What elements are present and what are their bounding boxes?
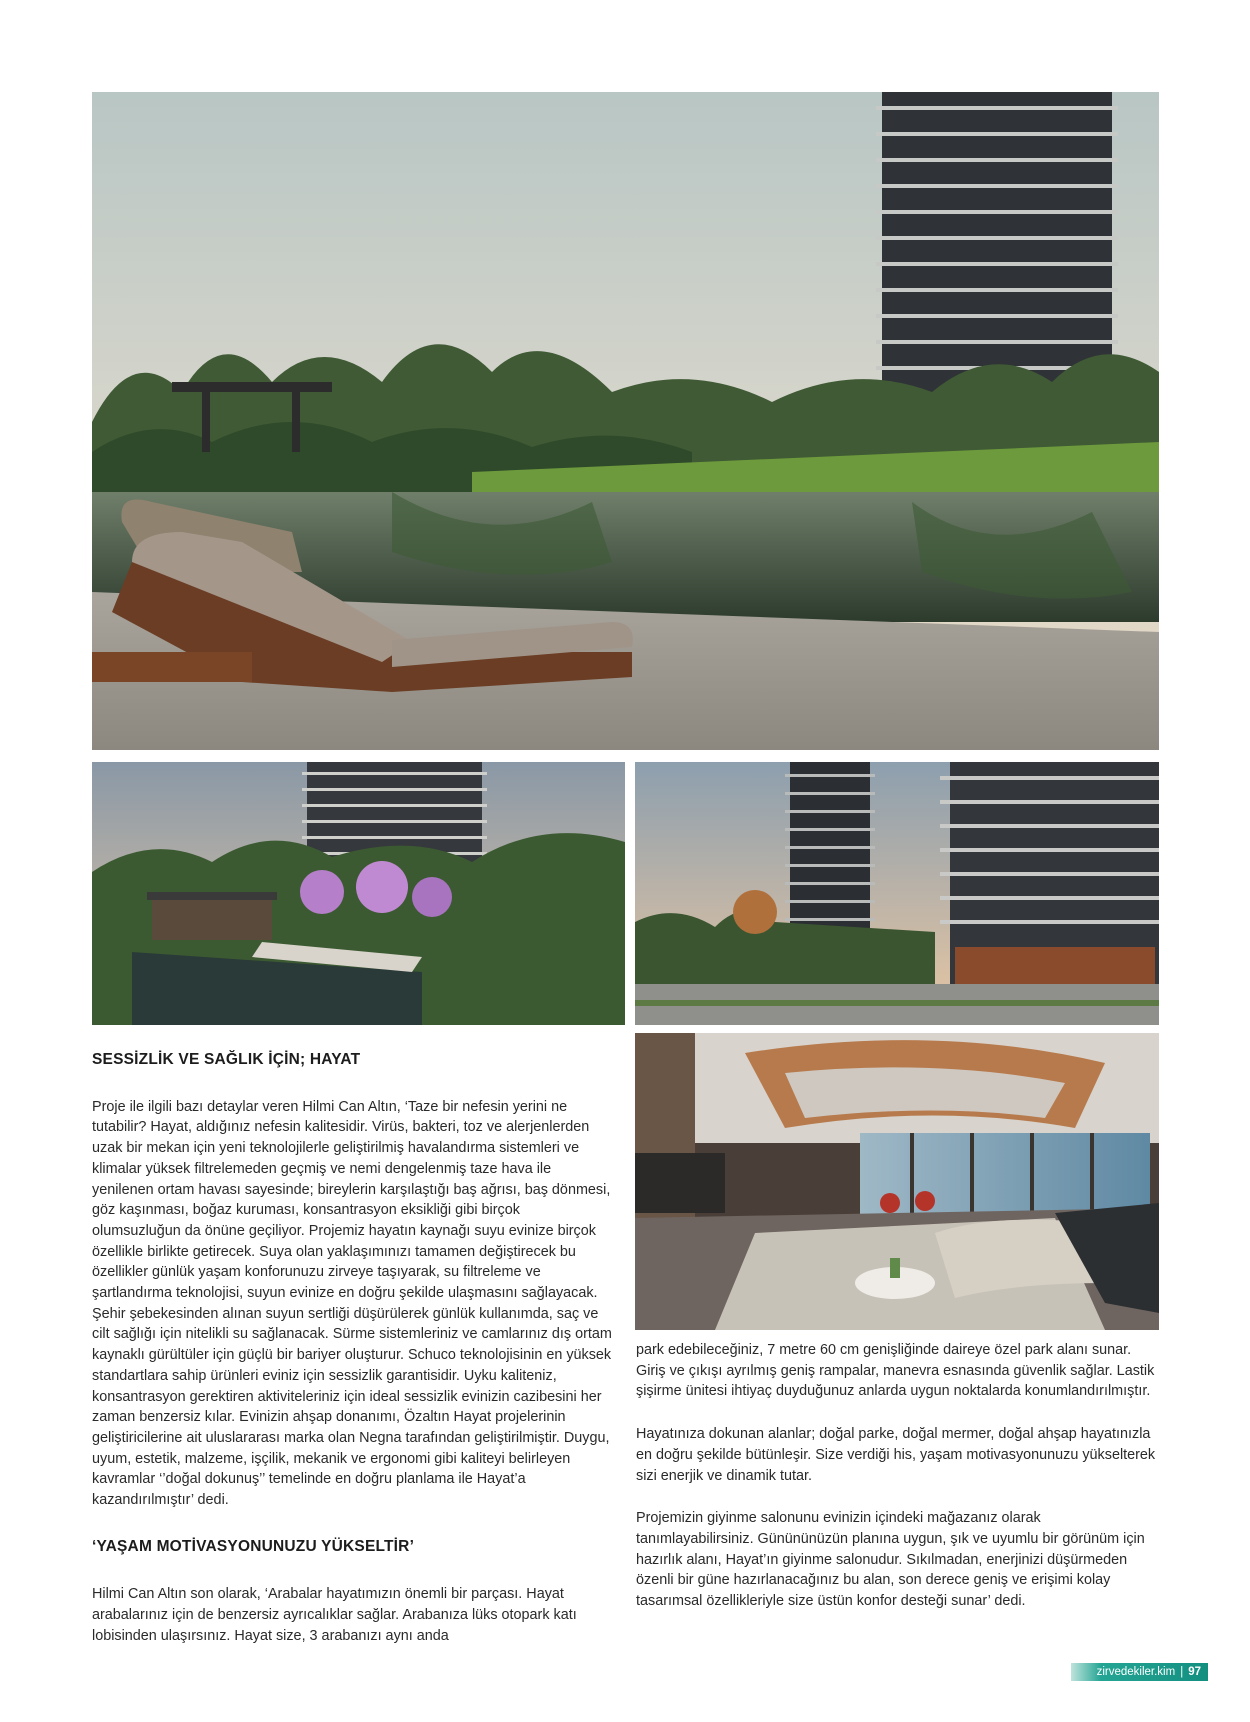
- section-heading-motivation: ‘YAŞAM MOTİVASYONUNUZU YÜKSELTİR’: [92, 1537, 415, 1555]
- page-footer: [1071, 1663, 1208, 1681]
- article-paragraph: Hilmi Can Altın son olarak, ‘Arabalar hayatımızın önemli bir parçası. Hayat arabalarınız için de benzersiz ayrıcalıklar sağlar. Arabanıza lüks otopark katı lobisinden ulaşırsınız. Hayat size, 3 arabanızı aynı anda: [92, 1586, 577, 1644]
- article-right-column: [636, 1340, 1158, 1634]
- garden-pavilion-photo: [92, 762, 625, 1025]
- page-number: 97: [1188, 1666, 1201, 1678]
- residential-towers-photo: [635, 762, 1159, 1025]
- footer-site-link[interactable]: zirvedekiler.kim: [1096, 1666, 1176, 1678]
- article-paragraph: park edebileceğiniz, 7 metre 60 cm genişliğinde daireye özel park alanı sunar. Giriş ve çıkışı ayrılmış geniş rampalar, manevra esnasında güvenlik sağlar. Lastik şişirme ünitesi ihtiyaç duyduğunuz anlarda uygun noktalarda konumlandırılmıştır.: [636, 1342, 1155, 1400]
- hero-pool-photo: [92, 92, 1159, 750]
- article-paragraph: Projemizin giyinme salonunu evinizin içindeki mağazanız olarak tanımlayabilirsiniz. Günününüzün planına uygun, şık ve uyumlu bir görünüm için hazırlık alanı, Hayat’ın giyinme salonudur. Sıkılmadan, enerjinizi düşürmeden özenli bir güne hazırlanacağınız bu alan, son derece geniş ve erişimi kolay tasarımsal özellikleriyle size üstün konfor desteği sunar’ dedi.: [636, 1510, 1145, 1610]
- article-left-column: [92, 1050, 612, 1647]
- living-room-interior-photo: [635, 1033, 1159, 1330]
- article-paragraph: Proje ile ilgili bazı detaylar veren Hilmi Can Altın, ‘Taze bir nefesin yerini ne tutabilir? Hayat, aldığınız nefesin kalitesidir. Virüs, bakteri, toz ve alerjenlerden uzak bir mekan için yeni teknolojilerle geliştirilmiş havalandırma sistemleri ve klimalar yüksek filtrelemeden geçmiş ve nemi dengelenmiş taze hava ile yenilenen ortam havası sayesinde; bireylerin karşılaştığı baş ağrısı, baş dönmesi, göz kaşınması, boğaz kuruması, konsantrasyon eksikliği gibi birçok olumsuzluğun da önüne geçiliyor. Projemiz hayatın kaynağı suyu evinize birçok özellikle birlikte getirecek. Suya olan yaklaşımınızı tamamen değiştirecek bu özellikler günlük yaşam konforunuzu zirveye taşıyarak, su filtreleme ve şartlandırma teknolojisi, suyun evinize en doğru şekilde ulaşmasını sağlayacak. Şehir şebekesinden alınan suyun sertliği düşürülerek günlük kullanımda, saç ve cilt sağlığı için nitelikli su sağlanacak. Sürme sistemleriniz ve camlarınız dış ortam kaynaklı gürültüler için güçlü bir bariyer oluşturur. Schuco teknolojisinin en yüksek standartlara sahip ürünleri eviniz için sessizlik garantisidir. Uyku kaliteniz, konsantrasyon gerektiren aktiviteleriniz için ideal sessizlik evinizin cazibesini her zaman benzersiz kılar. Evinizin ahşap donanımı, Özaltın Hayat projelerinin geliştiricilerine ait uluslararası marka olan Negna tarafından geliştirilmiştir. Duygu, uyum, estetik, malzeme, işçilik, mekanik ve ergonomi gibi kaliteyi belirleyen kavramlar ‘’doğal dokunuş’’ temelinde en doğru planlama ile Hayat’a kazandırılmıştır’ dedi.: [92, 1098, 612, 1509]
- article-paragraph: Hayatınıza dokunan alanlar; doğal parke, doğal mermer, doğal ahşap hayatınızla en doğru şekilde bütünleşir. Size verdiği his, yaşam motivasyonunuzu yükselterek sizi enerjik ve dinamik tutar.: [636, 1426, 1156, 1484]
- section-heading-silence-health: SESSİZLİK VE SAĞLIK İÇİN; HAYAT: [92, 1051, 361, 1068]
- footer-separator: |: [1180, 1666, 1184, 1678]
